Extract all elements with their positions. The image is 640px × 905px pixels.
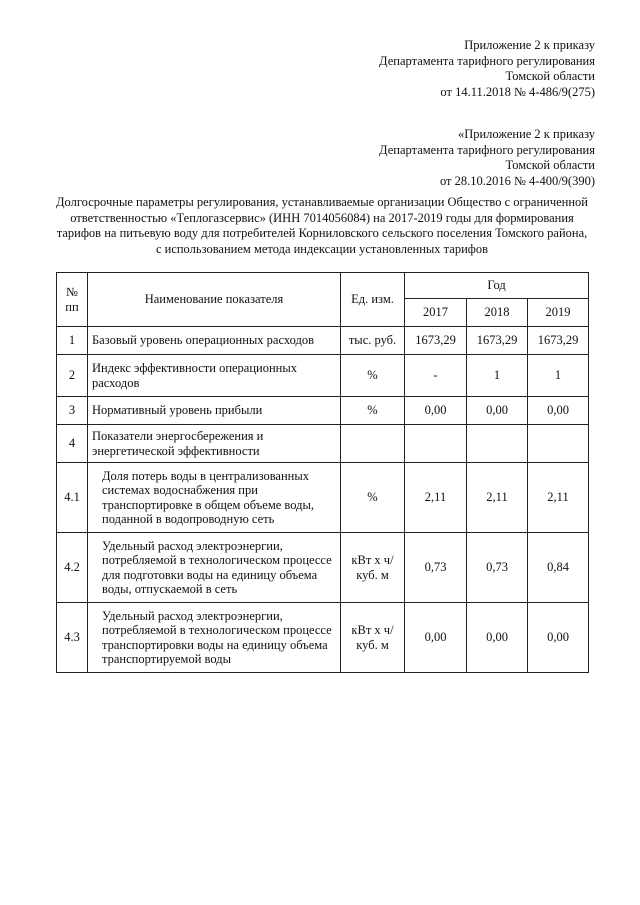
row-name: Удельный расход электроэнергии, потребляемой в технологическом процессе транспортировки воды на единицу объема транспортируемой воды [88,603,341,673]
header-line: Департамента тарифного регулирования [379,53,595,68]
row-num: 2 [57,355,88,397]
row-num: 4.2 [57,533,88,603]
table-row [57,327,589,355]
row-num: 4.1 [57,463,88,533]
row-name: Нормативный уровень прибыли [88,397,341,425]
row-value-2018: 0,00 [467,603,528,673]
row-value-2019 [528,425,589,463]
row-value-2017 [405,425,467,463]
table-row [57,425,589,463]
row-unit: % [341,355,405,397]
row-value-2017: - [405,355,467,397]
row-num: 4 [57,425,88,463]
row-value-2017: 0,00 [405,603,467,673]
header-line: Томской области [505,158,595,172]
original-order-reference-header [379,127,595,189]
parameters-table [56,272,589,673]
col-header-year-2017: 2017 [405,299,467,327]
col-header-year: Год [405,273,589,299]
row-value-2018: 0,73 [467,533,528,603]
row-name: Доля потерь воды в централизованных системах водоснабжения при транспортировке в общем объеме воды, поданной в водопроводную сеть [88,463,341,533]
table-row [57,603,589,673]
row-unit: кВт х ч/куб. м [341,603,405,673]
row-value-2017: 0,73 [405,533,467,603]
row-value-2018: 1 [467,355,528,397]
row-value-2019: 0,00 [528,603,589,673]
row-unit: % [341,397,405,425]
row-value-2019: 0,00 [528,397,589,425]
header-line: Томской области [505,69,595,83]
header-line: «Приложение 2 к приказу [457,127,595,141]
table-row [57,355,589,397]
row-value-2017: 1673,29 [405,327,467,355]
col-header-unit: Ед. изм. [341,273,405,327]
row-value-2017: 2,11 [405,463,467,533]
row-value-2019: 1 [528,355,589,397]
row-name: Показатели энергосбережения и энергетической эффективности [88,425,341,463]
row-value-2018: 1673,29 [467,327,528,355]
row-unit: % [341,463,405,533]
row-unit: кВт х ч/куб. м [341,533,405,603]
table-row [57,463,589,533]
row-num: 1 [57,327,88,355]
col-header-num: № пп [57,273,88,327]
row-unit: тыс. руб. [341,327,405,355]
header-line: Департамента тарифного регулирования [379,142,595,157]
header-line: Приложение 2 к приказу [464,38,595,52]
col-header-name: Наименование показателя [88,273,341,327]
row-name: Удельный расход электроэнергии, потребляемой в технологическом процессе для подготовки воды на единицу объема воды, отпускаемой в сеть [88,533,341,603]
row-value-2018 [467,425,528,463]
col-header-year-2018: 2018 [467,299,528,327]
row-value-2017: 0,00 [405,397,467,425]
table-row [57,397,589,425]
row-unit [341,425,405,463]
col-header-year-2019: 2019 [528,299,589,327]
row-value-2018: 2,11 [467,463,528,533]
row-num: 4.3 [57,603,88,673]
order-reference-header [379,38,595,100]
row-num: 3 [57,397,88,425]
row-name: Базовый уровень операционных расходов [88,327,341,355]
row-value-2019: 2,11 [528,463,589,533]
document-title: Долгосрочные параметры регулирования, устанавливаемые организации Общество с ограниченной ответственностью «Теплогазсервис» (ИНН 7014056084) на 2017-2019 годы для формирования тарифов на питьевую воду для потребителей Корниловского сельского поселения Томского района, с использованием метода индексации установленных тарифов [56,195,588,256]
header-line: от 14.11.2018 № 4-486/9(275) [440,84,595,99]
header-line: от 28.10.2016 № 4-400/9(390) [439,173,595,188]
row-value-2018: 0,00 [467,397,528,425]
table-row [57,533,589,603]
row-name: Индекс эффективности операционных расходов [88,355,341,397]
row-value-2019: 1673,29 [528,327,589,355]
row-value-2019: 0,84 [528,533,589,603]
